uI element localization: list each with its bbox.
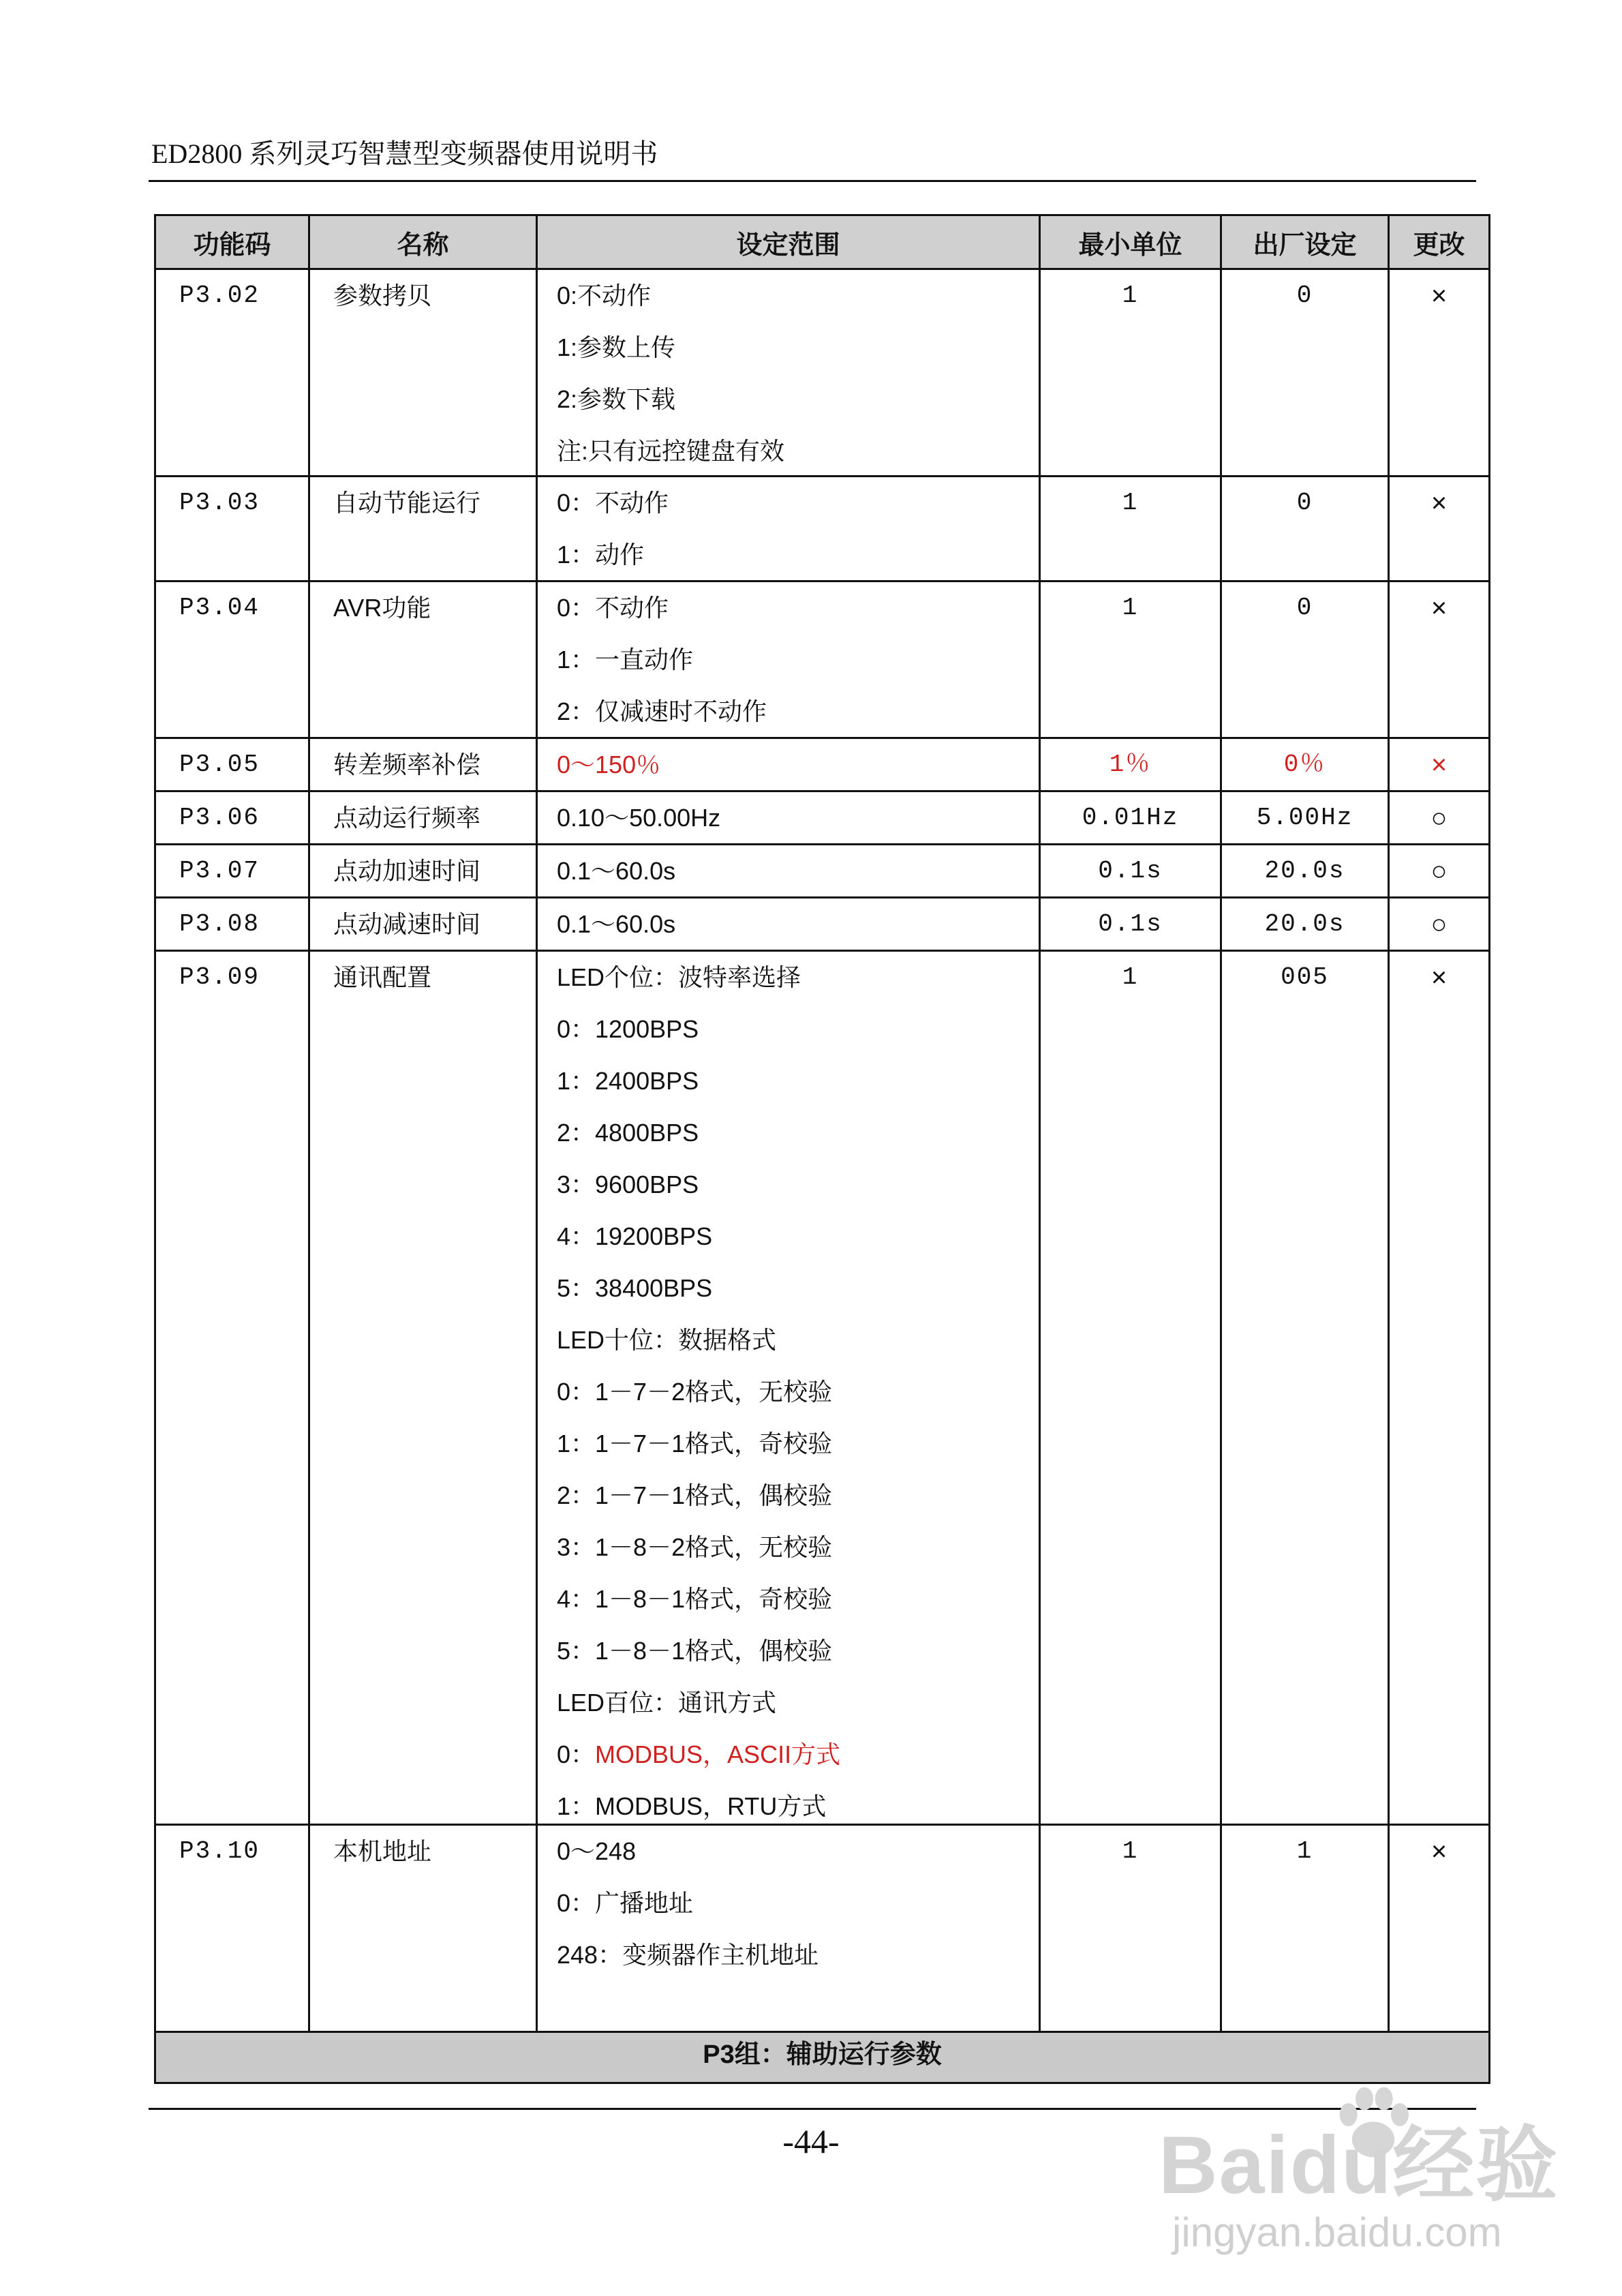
- param-code: P3.10: [155, 1825, 309, 2032]
- param-code: P3.03: [155, 477, 309, 581]
- param-factory: 0: [1221, 269, 1389, 477]
- change-mark: ×: [1389, 1825, 1490, 2032]
- col-header-name: 名称: [309, 215, 537, 269]
- col-header-unit: 最小单位: [1040, 215, 1221, 269]
- param-range: 0～248 0：广播地址 248：变频器作主机地址: [537, 1825, 1040, 2032]
- param-unit: 1％: [1040, 738, 1221, 791]
- param-range: 0.1～60.0s: [537, 898, 1040, 951]
- param-name: 点动运行频率: [309, 791, 537, 845]
- table-row: [155, 1825, 1490, 2032]
- param-name: 点动减速时间: [309, 898, 537, 951]
- param-name: 参数拷贝: [309, 269, 537, 477]
- param-code: P3.09: [155, 951, 309, 1825]
- header-rule: [149, 180, 1476, 182]
- param-unit: 1: [1040, 1825, 1221, 2032]
- param-code: P3.04: [155, 581, 309, 738]
- param-code: P3.02: [155, 269, 309, 477]
- table-row: [155, 898, 1490, 951]
- param-range: 0～150％: [537, 738, 1040, 791]
- watermark-logo-text: Baidu经验: [1159, 2119, 1559, 2211]
- table-row: [155, 845, 1490, 898]
- table-row: [155, 791, 1490, 845]
- change-mark: ○: [1389, 898, 1490, 951]
- document-title: ED2800 系列灵巧智慧型变频器使用说明书: [151, 138, 658, 169]
- col-header-change: 更改: [1389, 215, 1490, 269]
- param-factory: 005: [1221, 951, 1389, 1825]
- watermark-url: jingyan.baidu.com: [1172, 2209, 1502, 2255]
- col-header-code: 功能码: [155, 215, 309, 269]
- change-mark: ×: [1389, 951, 1490, 1825]
- param-name: 通讯配置: [309, 951, 537, 1825]
- param-factory: 0: [1221, 581, 1389, 738]
- table-row: [155, 951, 1490, 1825]
- param-unit: 1: [1040, 951, 1221, 1825]
- param-range: 0.10～50.00Hz: [537, 791, 1040, 845]
- change-mark: ○: [1389, 845, 1490, 898]
- change-mark: ○: [1389, 791, 1490, 845]
- col-header-range: 设定范围: [537, 215, 1040, 269]
- param-factory: 20.0s: [1221, 845, 1389, 898]
- param-name: 转差频率补偿: [309, 738, 537, 791]
- table-header-row: [155, 215, 1490, 269]
- param-code: P3.07: [155, 845, 309, 898]
- page-number: -44-: [782, 2122, 840, 2160]
- table-row: [155, 477, 1490, 581]
- param-unit: 0.01Hz: [1040, 791, 1221, 845]
- change-mark: ×: [1389, 581, 1490, 738]
- col-header-factory: 出厂设定: [1221, 215, 1389, 269]
- param-range: 0：不动作 1：动作: [537, 477, 1040, 581]
- param-unit: 0.1s: [1040, 898, 1221, 951]
- param-range: 0.1～60.0s: [537, 845, 1040, 898]
- param-name: AVR功能: [309, 581, 537, 738]
- param-unit: 1: [1040, 269, 1221, 477]
- param-factory: 20.0s: [1221, 898, 1389, 951]
- param-factory: 5.00Hz: [1221, 791, 1389, 845]
- param-name: 自动节能运行: [309, 477, 537, 581]
- table-row: [155, 738, 1490, 791]
- param-name: 本机地址: [309, 1825, 537, 2032]
- param-factory: 0％: [1221, 738, 1389, 791]
- parameter-table: [154, 214, 1490, 2084]
- table-row: [155, 269, 1490, 477]
- param-range: 0：不动作 1：一直动作 2：仅减速时不动作: [537, 581, 1040, 738]
- param-code: P3.05: [155, 738, 309, 791]
- group-caption: P3组：辅助运行参数: [155, 2032, 1490, 2083]
- param-factory: 1: [1221, 1825, 1389, 2032]
- param-range: LED个位：波特率选择 0：1200BPS 1：2400BPS 2：4800BPS 3：9600BPS 4：19200BPS 5：38400BPS LED十位：数据格式 0：1－7－2格式，无校验 1：1－7－1格式，奇校验 2：1－7－1格式，偶校验 3：1－8－2格式，无校验 4：1－8－1格式，奇校验 5：1－8－1格式，偶校验 LED百位：通讯方式 0：MODBUS，ASCII方式 1：MODBUS，RTU方式: [537, 951, 1040, 1825]
- param-unit: 1: [1040, 581, 1221, 738]
- param-code: P3.06: [155, 791, 309, 845]
- change-mark: ×: [1389, 738, 1490, 791]
- param-unit: 1: [1040, 477, 1221, 581]
- param-name: 点动加速时间: [309, 845, 537, 898]
- param-code: P3.08: [155, 898, 309, 951]
- baidu-watermark: [1159, 2072, 1567, 2263]
- change-mark: ×: [1389, 269, 1490, 477]
- table-row: [155, 581, 1490, 738]
- param-range: 0:不动作 1:参数上传 2:参数下载 注:只有远控键盘有效: [537, 269, 1040, 477]
- param-factory: 0: [1221, 477, 1389, 581]
- change-mark: ×: [1389, 477, 1490, 581]
- param-unit: 0.1s: [1040, 845, 1221, 898]
